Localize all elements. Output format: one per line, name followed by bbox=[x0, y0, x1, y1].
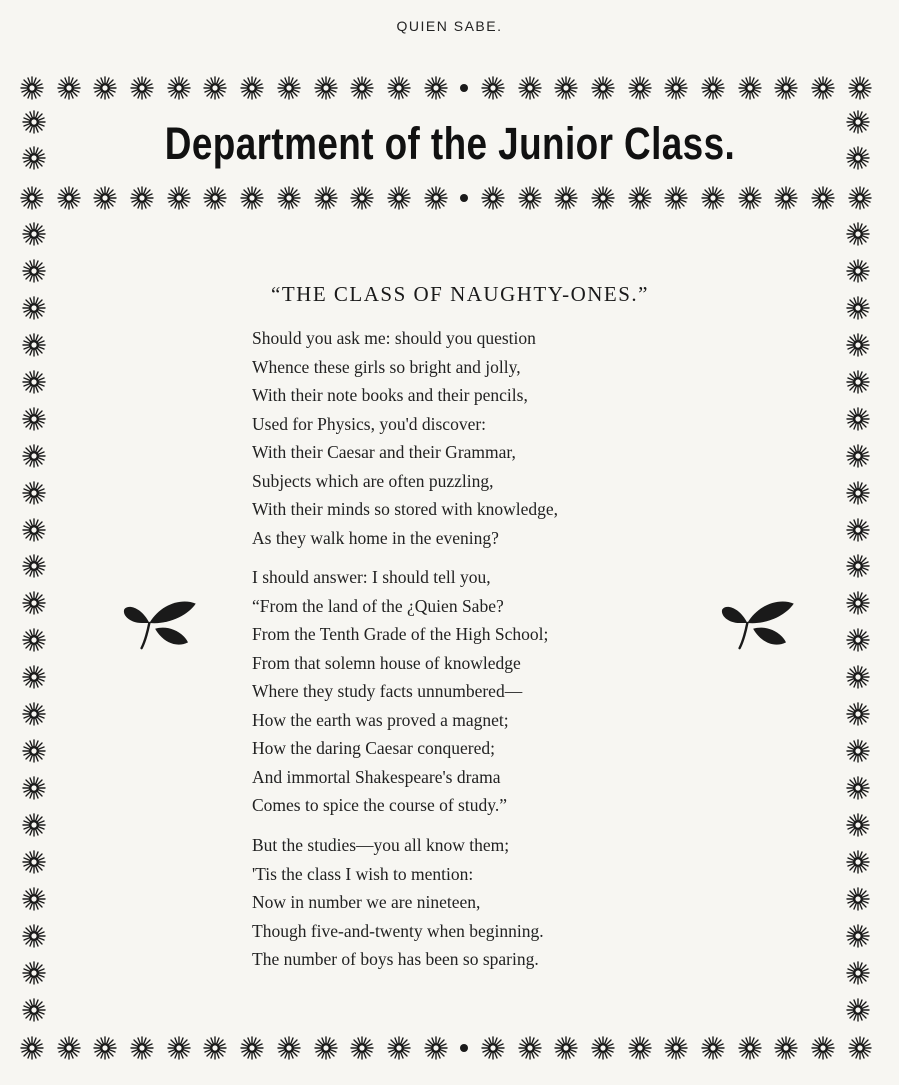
starburst-icon bbox=[774, 1036, 798, 1060]
starburst-icon bbox=[20, 76, 44, 100]
starburst-icon bbox=[518, 76, 542, 100]
starburst-icon bbox=[848, 1036, 872, 1060]
starburst-icon bbox=[314, 1036, 338, 1060]
poem-line: Now in number we are nineteen, bbox=[252, 892, 481, 912]
starburst-icon bbox=[518, 1036, 542, 1060]
starburst-icon bbox=[22, 961, 46, 985]
leaf-flourish-icon bbox=[718, 594, 796, 652]
starburst-icon bbox=[424, 186, 448, 210]
starburst-icon bbox=[240, 1036, 264, 1060]
starburst-icon bbox=[738, 186, 762, 210]
top-border bbox=[20, 74, 872, 102]
starburst-icon bbox=[22, 628, 46, 652]
starburst-icon bbox=[350, 76, 374, 100]
starburst-icon bbox=[22, 813, 46, 837]
starburst-icon bbox=[554, 1036, 578, 1060]
starburst-icon bbox=[846, 961, 870, 985]
starburst-icon bbox=[387, 186, 411, 210]
starburst-icon bbox=[518, 186, 542, 210]
bottom-border bbox=[20, 1034, 872, 1062]
center-dot-icon bbox=[460, 194, 468, 202]
poem-line: With their Caesar and their Grammar, bbox=[252, 442, 516, 462]
starburst-icon bbox=[203, 76, 227, 100]
starburst-icon bbox=[846, 370, 870, 394]
starburst-icon bbox=[481, 186, 505, 210]
title-right-border bbox=[844, 110, 872, 170]
poem-line: Subjects which are often puzzling, bbox=[252, 470, 494, 491]
starburst-icon bbox=[846, 554, 870, 578]
starburst-icon bbox=[167, 186, 191, 210]
starburst-icon bbox=[57, 76, 81, 100]
starburst-icon bbox=[846, 518, 870, 542]
starburst-icon bbox=[22, 518, 46, 542]
starburst-icon bbox=[738, 76, 762, 100]
starburst-icon bbox=[22, 481, 46, 505]
starburst-icon bbox=[846, 481, 870, 505]
starburst-icon bbox=[591, 76, 615, 100]
center-dot-icon bbox=[460, 84, 468, 92]
starburst-icon bbox=[22, 850, 46, 874]
starburst-icon bbox=[591, 186, 615, 210]
starburst-icon bbox=[350, 186, 374, 210]
stanza-3 bbox=[252, 831, 712, 974]
starburst-icon bbox=[846, 887, 870, 911]
starburst-icon bbox=[846, 110, 870, 134]
starburst-icon bbox=[664, 186, 688, 210]
starburst-icon bbox=[846, 665, 870, 689]
starburst-icon bbox=[22, 222, 46, 246]
poem-line: From the Tenth Grade of the High School; bbox=[252, 624, 549, 644]
starburst-icon bbox=[277, 186, 301, 210]
poem-line: How the daring Caesar conquered; bbox=[252, 738, 495, 758]
starburst-icon bbox=[811, 76, 835, 100]
poem-line: “From the land of the ¿Quien Sabe? bbox=[252, 595, 504, 616]
poem-line: 'Tis the class I wish to mention: bbox=[252, 863, 474, 884]
starburst-icon bbox=[701, 76, 725, 100]
poem-line: With their minds so stored with knowledge, bbox=[252, 499, 558, 519]
starburst-icon bbox=[846, 407, 870, 431]
poem-line: Comes to spice the course of study.” bbox=[252, 795, 507, 815]
starburst-icon bbox=[846, 998, 870, 1022]
starburst-icon bbox=[481, 1036, 505, 1060]
starburst-icon bbox=[130, 1036, 154, 1060]
starburst-icon bbox=[22, 110, 46, 134]
starburst-icon bbox=[846, 444, 870, 468]
starburst-icon bbox=[57, 186, 81, 210]
poem-line: Whence these girls so bright and jolly, bbox=[252, 356, 521, 377]
starburst-icon bbox=[846, 259, 870, 283]
starburst-icon bbox=[774, 76, 798, 100]
starburst-icon bbox=[846, 924, 870, 948]
starburst-icon bbox=[628, 76, 652, 100]
leaf-flourish-icon bbox=[120, 594, 198, 652]
starburst-icon bbox=[424, 1036, 448, 1060]
starburst-icon bbox=[846, 591, 870, 615]
starburst-icon bbox=[628, 186, 652, 210]
starburst-icon bbox=[846, 628, 870, 652]
starburst-icon bbox=[240, 186, 264, 210]
running-head: QUIEN SABE. bbox=[396, 18, 503, 34]
starburst-icon bbox=[240, 76, 264, 100]
stanza-2 bbox=[252, 563, 712, 820]
starburst-icon bbox=[277, 76, 301, 100]
starburst-icon bbox=[846, 296, 870, 320]
starburst-icon bbox=[22, 333, 46, 357]
starburst-icon bbox=[591, 1036, 615, 1060]
poem-line: Though five-and-twenty when beginning. bbox=[252, 920, 544, 941]
title-left-border bbox=[20, 110, 48, 170]
right-border bbox=[844, 222, 872, 1022]
poem-line: But the studies—you all know them; bbox=[252, 835, 510, 855]
starburst-icon bbox=[846, 813, 870, 837]
poem-line: And immortal Shakespeare's drama bbox=[252, 766, 501, 787]
starburst-icon bbox=[22, 407, 46, 431]
starburst-icon bbox=[554, 186, 578, 210]
starburst-icon bbox=[350, 1036, 374, 1060]
starburst-icon bbox=[628, 1036, 652, 1060]
starburst-icon bbox=[20, 1036, 44, 1060]
starburst-icon bbox=[22, 998, 46, 1022]
starburst-icon bbox=[167, 76, 191, 100]
starburst-icon bbox=[22, 146, 46, 170]
starburst-icon bbox=[664, 1036, 688, 1060]
starburst-icon bbox=[93, 186, 117, 210]
starburst-icon bbox=[93, 76, 117, 100]
poem-title: “THE CLASS OF NAUGHTY-ONES.” bbox=[271, 282, 649, 306]
starburst-icon bbox=[22, 702, 46, 726]
starburst-icon bbox=[701, 186, 725, 210]
poem-line: How the earth was proved a magnet; bbox=[252, 709, 509, 730]
starburst-icon bbox=[846, 222, 870, 246]
left-border bbox=[20, 222, 48, 1022]
starburst-icon bbox=[167, 1036, 191, 1060]
starburst-icon bbox=[774, 186, 798, 210]
starburst-icon bbox=[738, 1036, 762, 1060]
starburst-icon bbox=[22, 924, 46, 948]
starburst-icon bbox=[22, 665, 46, 689]
poem-line: With their note books and their pencils, bbox=[252, 385, 528, 405]
starburst-icon bbox=[846, 776, 870, 800]
starburst-icon bbox=[701, 1036, 725, 1060]
poem-line: Where they study facts unnumbered— bbox=[252, 681, 523, 701]
starburst-icon bbox=[130, 76, 154, 100]
starburst-icon bbox=[130, 186, 154, 210]
starburst-icon bbox=[481, 76, 505, 100]
starburst-icon bbox=[846, 333, 870, 357]
starburst-icon bbox=[846, 739, 870, 763]
starburst-icon bbox=[846, 146, 870, 170]
center-dot-icon bbox=[460, 1044, 468, 1052]
starburst-icon bbox=[811, 1036, 835, 1060]
starburst-icon bbox=[314, 76, 338, 100]
poem-line: The number of boys has been so sparing. bbox=[252, 949, 539, 969]
starburst-icon bbox=[22, 887, 46, 911]
starburst-icon bbox=[203, 186, 227, 210]
starburst-icon bbox=[314, 186, 338, 210]
poem-line: Used for Physics, you'd discover: bbox=[252, 413, 487, 434]
starburst-icon bbox=[22, 370, 46, 394]
starburst-icon bbox=[203, 1036, 227, 1060]
starburst-icon bbox=[554, 76, 578, 100]
stanza-1 bbox=[252, 324, 712, 552]
title-bottom-border bbox=[20, 184, 872, 212]
starburst-icon bbox=[93, 1036, 117, 1060]
poem-line: Should you ask me: should you question bbox=[252, 328, 536, 348]
starburst-icon bbox=[277, 1036, 301, 1060]
starburst-icon bbox=[20, 186, 44, 210]
starburst-icon bbox=[848, 186, 872, 210]
starburst-icon bbox=[22, 739, 46, 763]
starburst-icon bbox=[424, 76, 448, 100]
starburst-icon bbox=[57, 1036, 81, 1060]
poem-line: As they walk home in the evening? bbox=[252, 527, 499, 548]
starburst-icon bbox=[846, 702, 870, 726]
starburst-icon bbox=[22, 776, 46, 800]
starburst-icon bbox=[387, 1036, 411, 1060]
starburst-icon bbox=[848, 76, 872, 100]
starburst-icon bbox=[22, 296, 46, 320]
starburst-icon bbox=[846, 850, 870, 874]
starburst-icon bbox=[664, 76, 688, 100]
starburst-icon bbox=[811, 186, 835, 210]
poem-line: I should answer: I should tell you, bbox=[252, 567, 491, 587]
starburst-icon bbox=[22, 259, 46, 283]
poem-line: From that solemn house of knowledge bbox=[252, 652, 521, 673]
starburst-icon bbox=[387, 76, 411, 100]
starburst-icon bbox=[22, 444, 46, 468]
department-title: Department of the Junior Class. bbox=[164, 118, 736, 169]
starburst-icon bbox=[22, 554, 46, 578]
starburst-icon bbox=[22, 591, 46, 615]
